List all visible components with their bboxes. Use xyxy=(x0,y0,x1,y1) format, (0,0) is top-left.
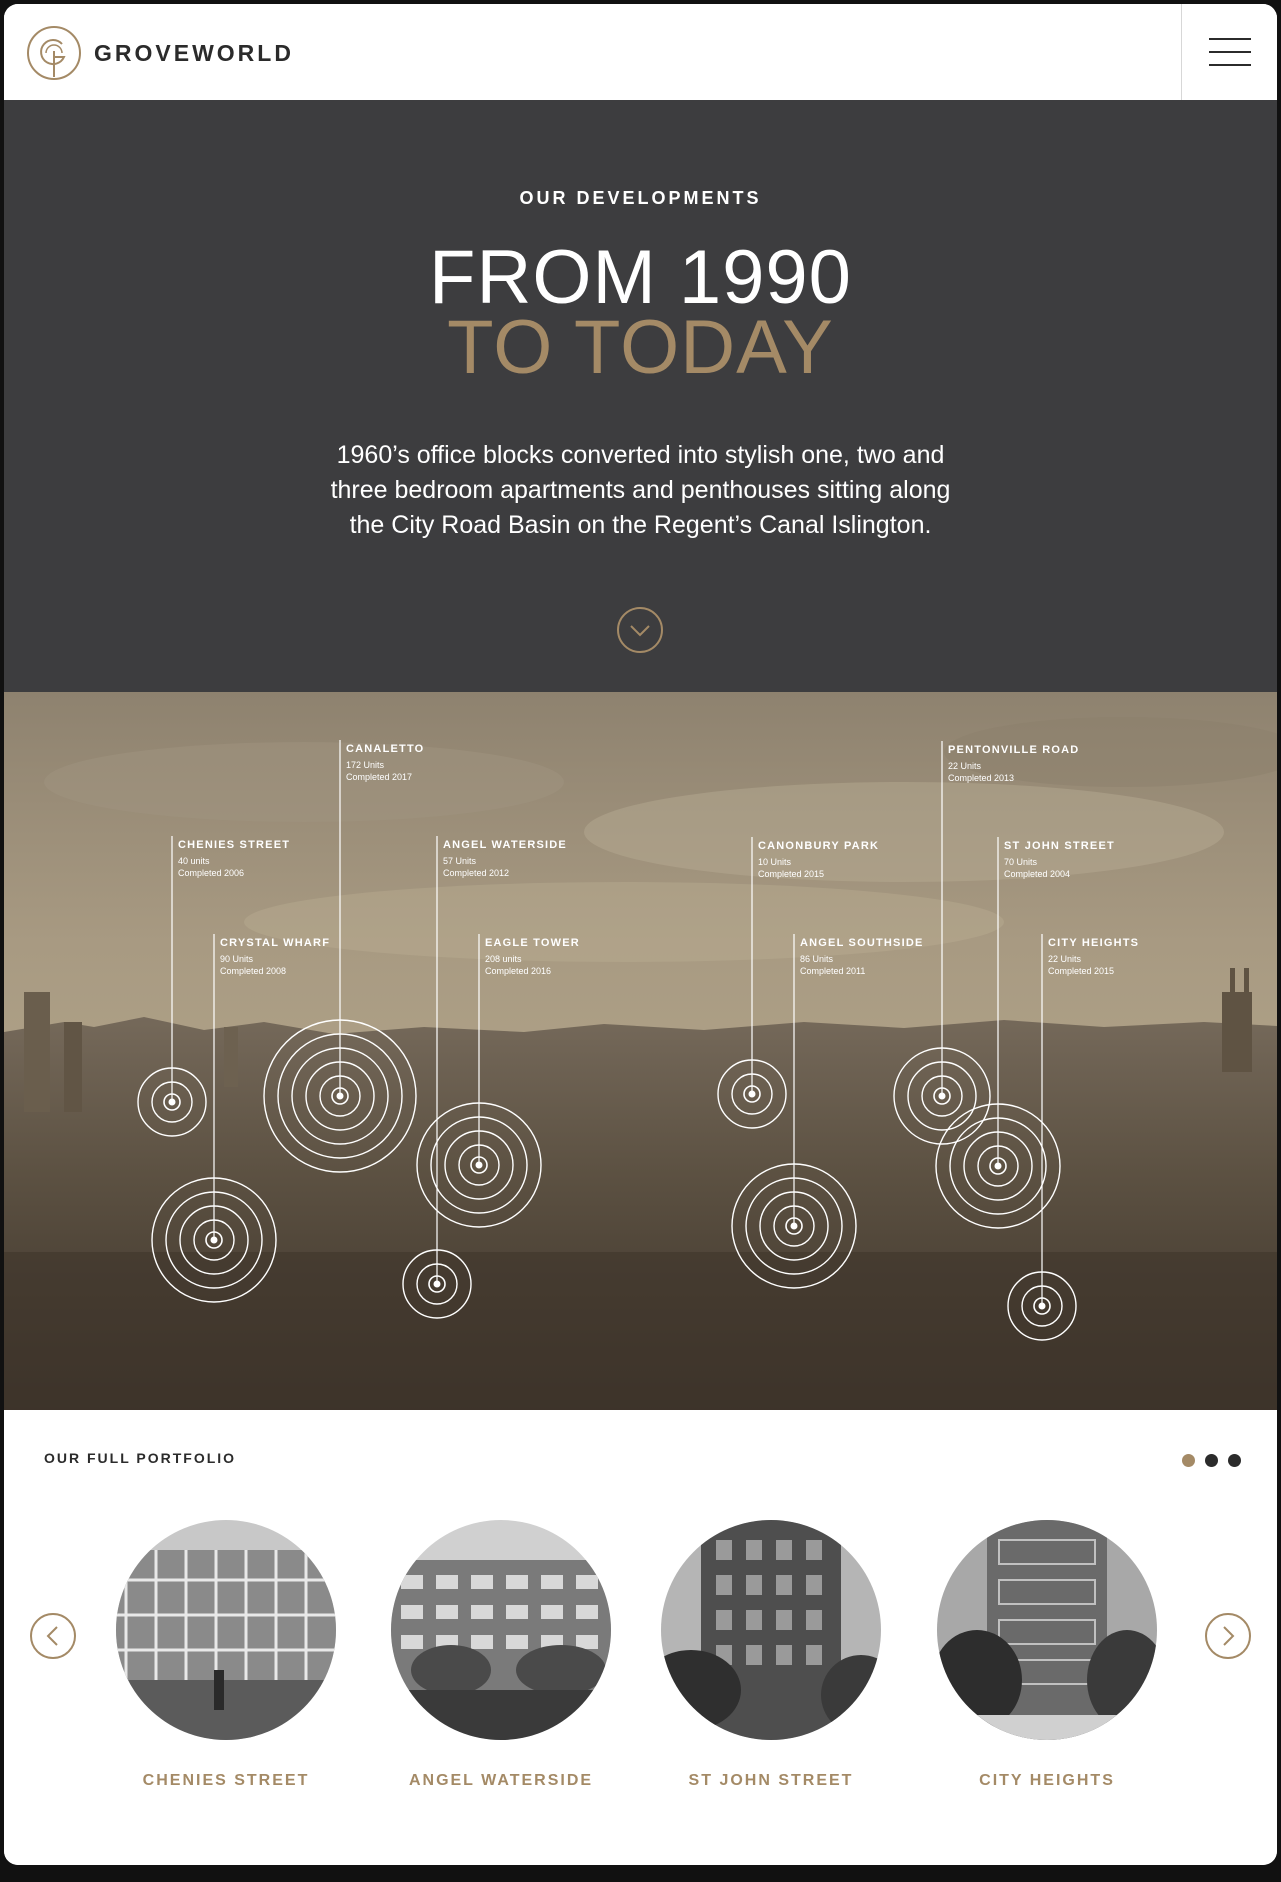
portfolio-card-chenies-street[interactable] xyxy=(106,1520,346,1790)
carousel-pagination xyxy=(1182,1454,1241,1467)
skyline-map xyxy=(4,692,1277,1410)
pin-completed: Completed 2015 xyxy=(758,869,825,879)
pin-center-dot xyxy=(1039,1303,1046,1310)
pin-units: 172 Units xyxy=(346,760,385,770)
pagination-dot-1[interactable] xyxy=(1182,1454,1195,1467)
property-photo xyxy=(661,1520,881,1740)
pin-completed: Completed 2013 xyxy=(948,773,1015,783)
developments-map xyxy=(4,692,1277,1410)
pin-completed: Completed 2016 xyxy=(485,966,552,976)
pin-completed: Completed 2012 xyxy=(443,868,510,878)
pin-title: CANONBURY PARK xyxy=(758,840,880,852)
property-photo xyxy=(116,1520,336,1740)
groveworld-logo-icon[interactable] xyxy=(26,25,82,81)
menu-area xyxy=(1181,4,1277,100)
pin-completed: Completed 2011 xyxy=(800,966,866,976)
pin-title: CRYSTAL WHARF xyxy=(220,937,331,949)
pin-center-dot xyxy=(749,1091,756,1098)
pin-center-dot xyxy=(337,1093,344,1100)
hero-intro: 1960’s office blocks converted into stylish one, two and three bedroom apartments and penthouses sitting along the City Road Basin on the Regent’s Canal Islington. xyxy=(330,441,951,539)
pin-units: 70 Units xyxy=(1004,857,1038,867)
page-frame xyxy=(4,4,1277,1865)
pin-units: 90 Units xyxy=(220,954,254,964)
hero-title-line2: TO TODAY xyxy=(447,305,834,390)
property-photo xyxy=(391,1520,611,1740)
pin-title: ANGEL SOUTHSIDE xyxy=(800,937,924,949)
pin-completed: Completed 2004 xyxy=(1004,869,1071,879)
pin-title: ST JOHN STREET xyxy=(1004,840,1115,852)
pin-units: 86 Units xyxy=(800,954,834,964)
portfolio-section xyxy=(4,1410,1277,1865)
pin-completed: Completed 2008 xyxy=(220,966,287,976)
pin-title: CANALETTO xyxy=(346,743,425,755)
pin-completed: Completed 2015 xyxy=(1048,966,1115,976)
pin-title: ANGEL WATERSIDE xyxy=(443,839,567,851)
chevron-down-circle-icon[interactable] xyxy=(616,606,664,654)
pin-title: EAGLE TOWER xyxy=(485,937,580,949)
chevron-left-circle-icon[interactable] xyxy=(29,1612,77,1660)
pin-center-dot xyxy=(169,1099,176,1106)
pin-title: PENTONVILLE ROAD xyxy=(948,744,1080,756)
pin-center-dot xyxy=(995,1163,1002,1170)
portfolio-card-label: ANGEL WATERSIDE xyxy=(408,1772,594,1789)
pin-units: 10 Units xyxy=(758,857,792,867)
pin-units: 208 units xyxy=(485,954,522,964)
pin-units: 57 Units xyxy=(443,856,477,866)
pin-completed: Completed 2006 xyxy=(178,868,245,878)
pin-center-dot xyxy=(939,1093,946,1100)
brand-name[interactable]: GROVEWORLD xyxy=(94,40,294,66)
pagination-dot-2[interactable] xyxy=(1205,1454,1218,1467)
portfolio-card-angel-waterside[interactable] xyxy=(381,1520,621,1790)
portfolio-card-label: ST JOHN STREET xyxy=(688,1772,854,1789)
pin-center-dot xyxy=(791,1223,798,1230)
portfolio-card-city-heights[interactable] xyxy=(927,1520,1167,1790)
pin-units: 22 Units xyxy=(948,761,982,771)
portfolio-card-label: CITY HEIGHTS xyxy=(979,1772,1115,1789)
chevron-right-circle-icon[interactable] xyxy=(1204,1612,1252,1660)
pin-title: CITY HEIGHTS xyxy=(1048,937,1140,949)
hamburger-menu-icon[interactable] xyxy=(1209,38,1251,66)
hero-eyebrow: OUR DEVELOPMENTS xyxy=(519,188,762,208)
pin-units: 40 units xyxy=(178,856,210,866)
pin-center-dot xyxy=(434,1281,441,1288)
pin-center-dot xyxy=(476,1162,483,1169)
pin-units: 22 Units xyxy=(1048,954,1082,964)
pin-completed: Completed 2017 xyxy=(346,772,413,782)
pin-title: CHENIES STREET xyxy=(178,839,291,851)
pin-center-dot xyxy=(211,1237,218,1244)
pagination-dot-3[interactable] xyxy=(1228,1454,1241,1467)
hero-title-line1: FROM 1990 xyxy=(429,235,852,320)
hero-section xyxy=(4,100,1277,692)
property-photo xyxy=(937,1520,1157,1740)
portfolio-title: OUR FULL PORTFOLIO xyxy=(44,1450,237,1466)
portfolio-card-st-john-street[interactable] xyxy=(651,1520,891,1790)
site-header xyxy=(4,4,1277,101)
portfolio-card-label: CHENIES STREET xyxy=(142,1772,310,1789)
